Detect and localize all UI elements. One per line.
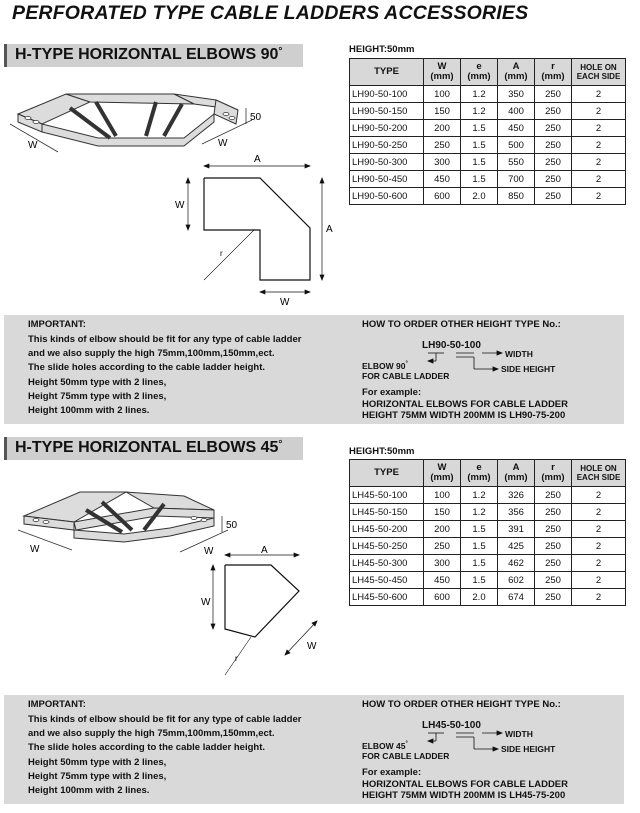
example-text: HORIZONTAL ELBOWS FOR CABLE LADDER HEIGHT 75MM WIDTH 200MM IS LH90-75-200 [362, 399, 568, 421]
col-header-type: TYPE [350, 460, 424, 487]
example-heading: For example: [362, 767, 422, 778]
label-w: W [201, 597, 211, 608]
page-title: PERFORATED TYPE CABLE LADDERS ACCESSORIES [12, 2, 529, 24]
col-header-hole: HOLE ON EACH SIDE [572, 59, 626, 86]
table-row: LH45-50-600 600 2.0 674 250 2 [350, 589, 626, 606]
elbow-45-plan-drawing [195, 545, 335, 685]
col-header-a: A (mm) [498, 59, 535, 86]
label-w: W [28, 140, 38, 151]
table-row: LH45-50-250 250 1.5 425 250 2 [350, 538, 626, 555]
elbow-label: ELBOW 45° [362, 741, 408, 751]
section-title-text: H-TYPE HORIZONTAL ELBOWS 45 [15, 439, 279, 456]
label-w: W [307, 641, 317, 652]
spec-table-90 [349, 58, 626, 205]
table-row: LH90-50-300 300 1.5 550 250 2 [350, 154, 626, 171]
order-code: LH45-50-100 [422, 720, 481, 731]
table-header-row [350, 59, 626, 86]
label-a: A [326, 224, 333, 235]
order-heading: HOW TO ORDER OTHER HEIGHT TYPE No.: [362, 699, 561, 710]
label-a: A [261, 545, 268, 556]
important-heading: IMPORTANT: [28, 319, 86, 330]
spec-table-45 [349, 459, 626, 606]
table-row: LH45-50-150 150 1.2 356 250 2 [350, 504, 626, 521]
col-header-e: e (mm) [461, 59, 498, 86]
degree-mark: ° [278, 439, 283, 450]
table-row: LH45-50-100 100 1.2 326 250 2 [350, 487, 626, 504]
table-row: LH45-50-200 200 1.5 391 250 2 [350, 521, 626, 538]
table-row: LH90-50-150 150 1.2 400 250 2 [350, 103, 626, 120]
for-cable-ladder-label: FOR CABLE LADDER [362, 751, 450, 761]
table-row: LH90-50-200 200 1.5 450 250 2 [350, 120, 626, 137]
label-w: W [30, 544, 40, 555]
elbow-label: ELBOW 90° [362, 361, 408, 371]
table-row: LH90-50-250 250 1.5 500 250 2 [350, 137, 626, 154]
table-row: LH90-50-100 100 1.2 350 250 2 [350, 86, 626, 103]
degree-mark: ° [278, 46, 283, 57]
table-header-row [350, 460, 626, 487]
height-label-90: HEIGHT:50mm [349, 44, 415, 55]
label-r: r [220, 249, 223, 258]
label-r: r [235, 654, 238, 663]
label-w: W [204, 546, 214, 557]
col-header-w: W (mm) [424, 59, 461, 86]
col-header-r: r (mm) [535, 59, 572, 86]
table-row: LH90-50-450 450 1.5 700 250 2 [350, 171, 626, 188]
label-w: W [218, 138, 228, 149]
width-label: WIDTH [505, 729, 533, 739]
table-row: LH45-50-450 450 1.5 602 250 2 [350, 572, 626, 589]
important-heading: IMPORTANT: [28, 699, 86, 710]
col-header-a: A (mm) [498, 460, 535, 487]
order-code: LH90-50-100 [422, 340, 481, 351]
important-notes: This kinds of elbow should be fit for any type of cable ladder and we also supply the high 75mm,100mm,150mm,ect. The slide holes according to the cable ladder height. Height 50mm type with 2 lines, Height 75mm type with 2 lines, Height 100mm with 2 lines. [28, 334, 302, 417]
col-header-type: TYPE [350, 59, 424, 86]
label-w: W [280, 297, 290, 308]
col-header-e: e (mm) [461, 460, 498, 487]
info-panel-90 [4, 315, 624, 424]
example-heading: For example: [362, 387, 422, 398]
table-row: LH45-50-300 300 1.5 462 250 2 [350, 555, 626, 572]
section-title-45 [4, 437, 303, 460]
for-cable-ladder-label: FOR CABLE LADDER [362, 371, 450, 381]
example-text: HORIZONTAL ELBOWS FOR CABLE LADDER HEIGHT 75MM WIDTH 200MM IS LH45-75-200 [362, 779, 568, 801]
section-title-text: H-TYPE HORIZONTAL ELBOWS 90 [15, 46, 279, 63]
height-label-45: HEIGHT:50mm [349, 446, 415, 457]
col-header-hole: HOLE ON EACH SIDE [572, 460, 626, 487]
important-notes: This kinds of elbow should be fit for any type of cable ladder and we also supply the high 75mm,100mm,150mm,ect. The slide holes according to the cable ladder height. Height 50mm type with 2 lines, Height 75mm type with 2 lines, Height 100mm with 2 lines. [28, 714, 302, 797]
label-height: 50 [226, 520, 238, 531]
label-a: A [254, 154, 261, 165]
label-w: W [175, 200, 185, 211]
col-header-w: W (mm) [424, 460, 461, 487]
table-row: LH90-50-600 600 2.0 850 250 2 [350, 188, 626, 205]
info-panel-45 [4, 695, 624, 804]
col-header-r: r (mm) [535, 460, 572, 487]
side-height-label: SIDE HEIGHT [501, 744, 556, 754]
elbow-90-plan-drawing [168, 150, 348, 310]
label-height: 50 [250, 112, 262, 123]
width-label: WIDTH [505, 349, 533, 359]
order-heading: HOW TO ORDER OTHER HEIGHT TYPE No.: [362, 319, 561, 330]
side-height-label: SIDE HEIGHT [501, 364, 556, 374]
section-title-90 [4, 44, 303, 67]
